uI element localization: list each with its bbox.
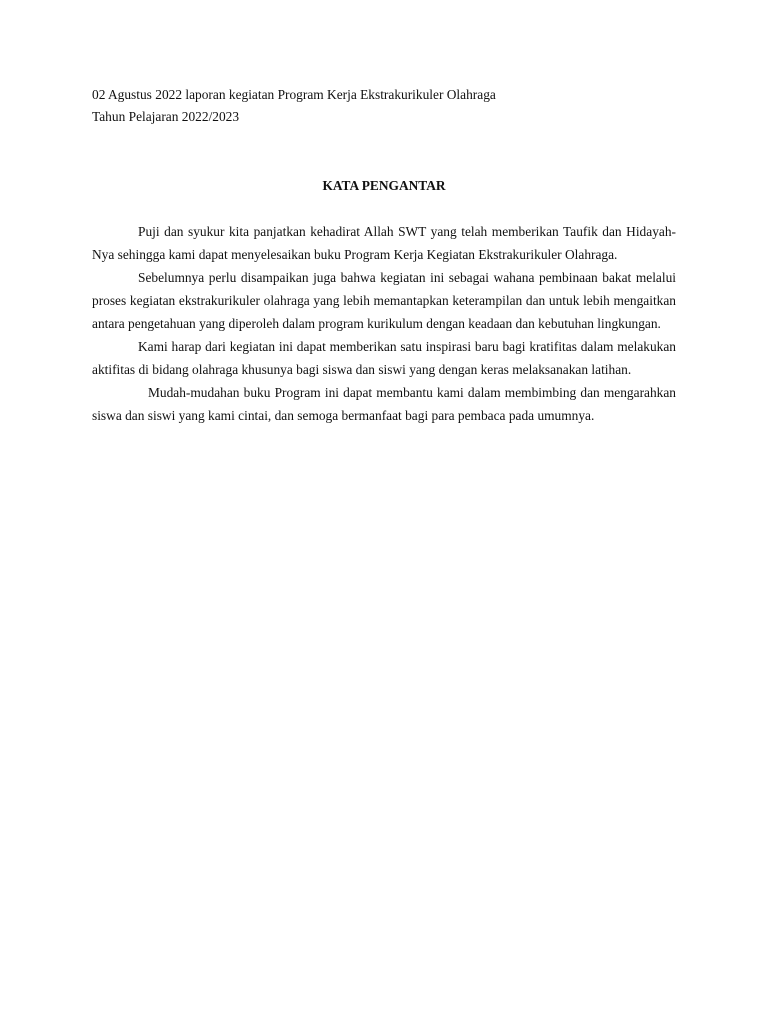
paragraph-purpose: Sebelumnya perlu disampaikan juga bahwa kegiatan ini sebagai wahana pembinaan bakat melalui proses kegiatan ekstrakurikuler olahraga yang lebih memantapkan keterampilan dan untuk lebih mengaitkan antara pengetahuan yang diperoleh dalam program kurikulum dengan keadaan dan kebutuhan lingkungan.	[92, 270, 676, 331]
document-body	[92, 220, 676, 427]
header-line-school-year: Tahun Pelajaran 2022/2023	[92, 109, 240, 124]
paragraph-hope: Kami harap dari kegiatan ini dapat memberikan satu inspirasi baru bagi kratifitas dalam melakukan aktifitas di bidang olahraga khusunya bagi siswa dan siswi yang dengan keras melaksanakan latihan.	[92, 339, 676, 377]
document-title: KATA PENGANTAR	[322, 178, 446, 193]
header-line-report: 02 Agustus 2022 laporan kegiatan Program Kerja Ekstrakurikuler Olahraga	[92, 87, 496, 102]
paragraph-gratitude: Puji dan syukur kita panjatkan kehadirat Allah SWT yang telah memberikan Taufik dan Hidayah-Nya sehingga kami dapat menyelesaikan buku Program Kerja Kegiatan Ekstrakurikuler Olahraga.	[92, 224, 676, 262]
document-header	[92, 84, 692, 128]
paragraph-closing: Mudah-mudahan buku Program ini dapat membantu kami dalam membimbing dan mengarahkan siswa dan siswi yang kami cintai, dan semoga bermanfaat bagi para pembaca pada umumnya.	[92, 385, 676, 423]
